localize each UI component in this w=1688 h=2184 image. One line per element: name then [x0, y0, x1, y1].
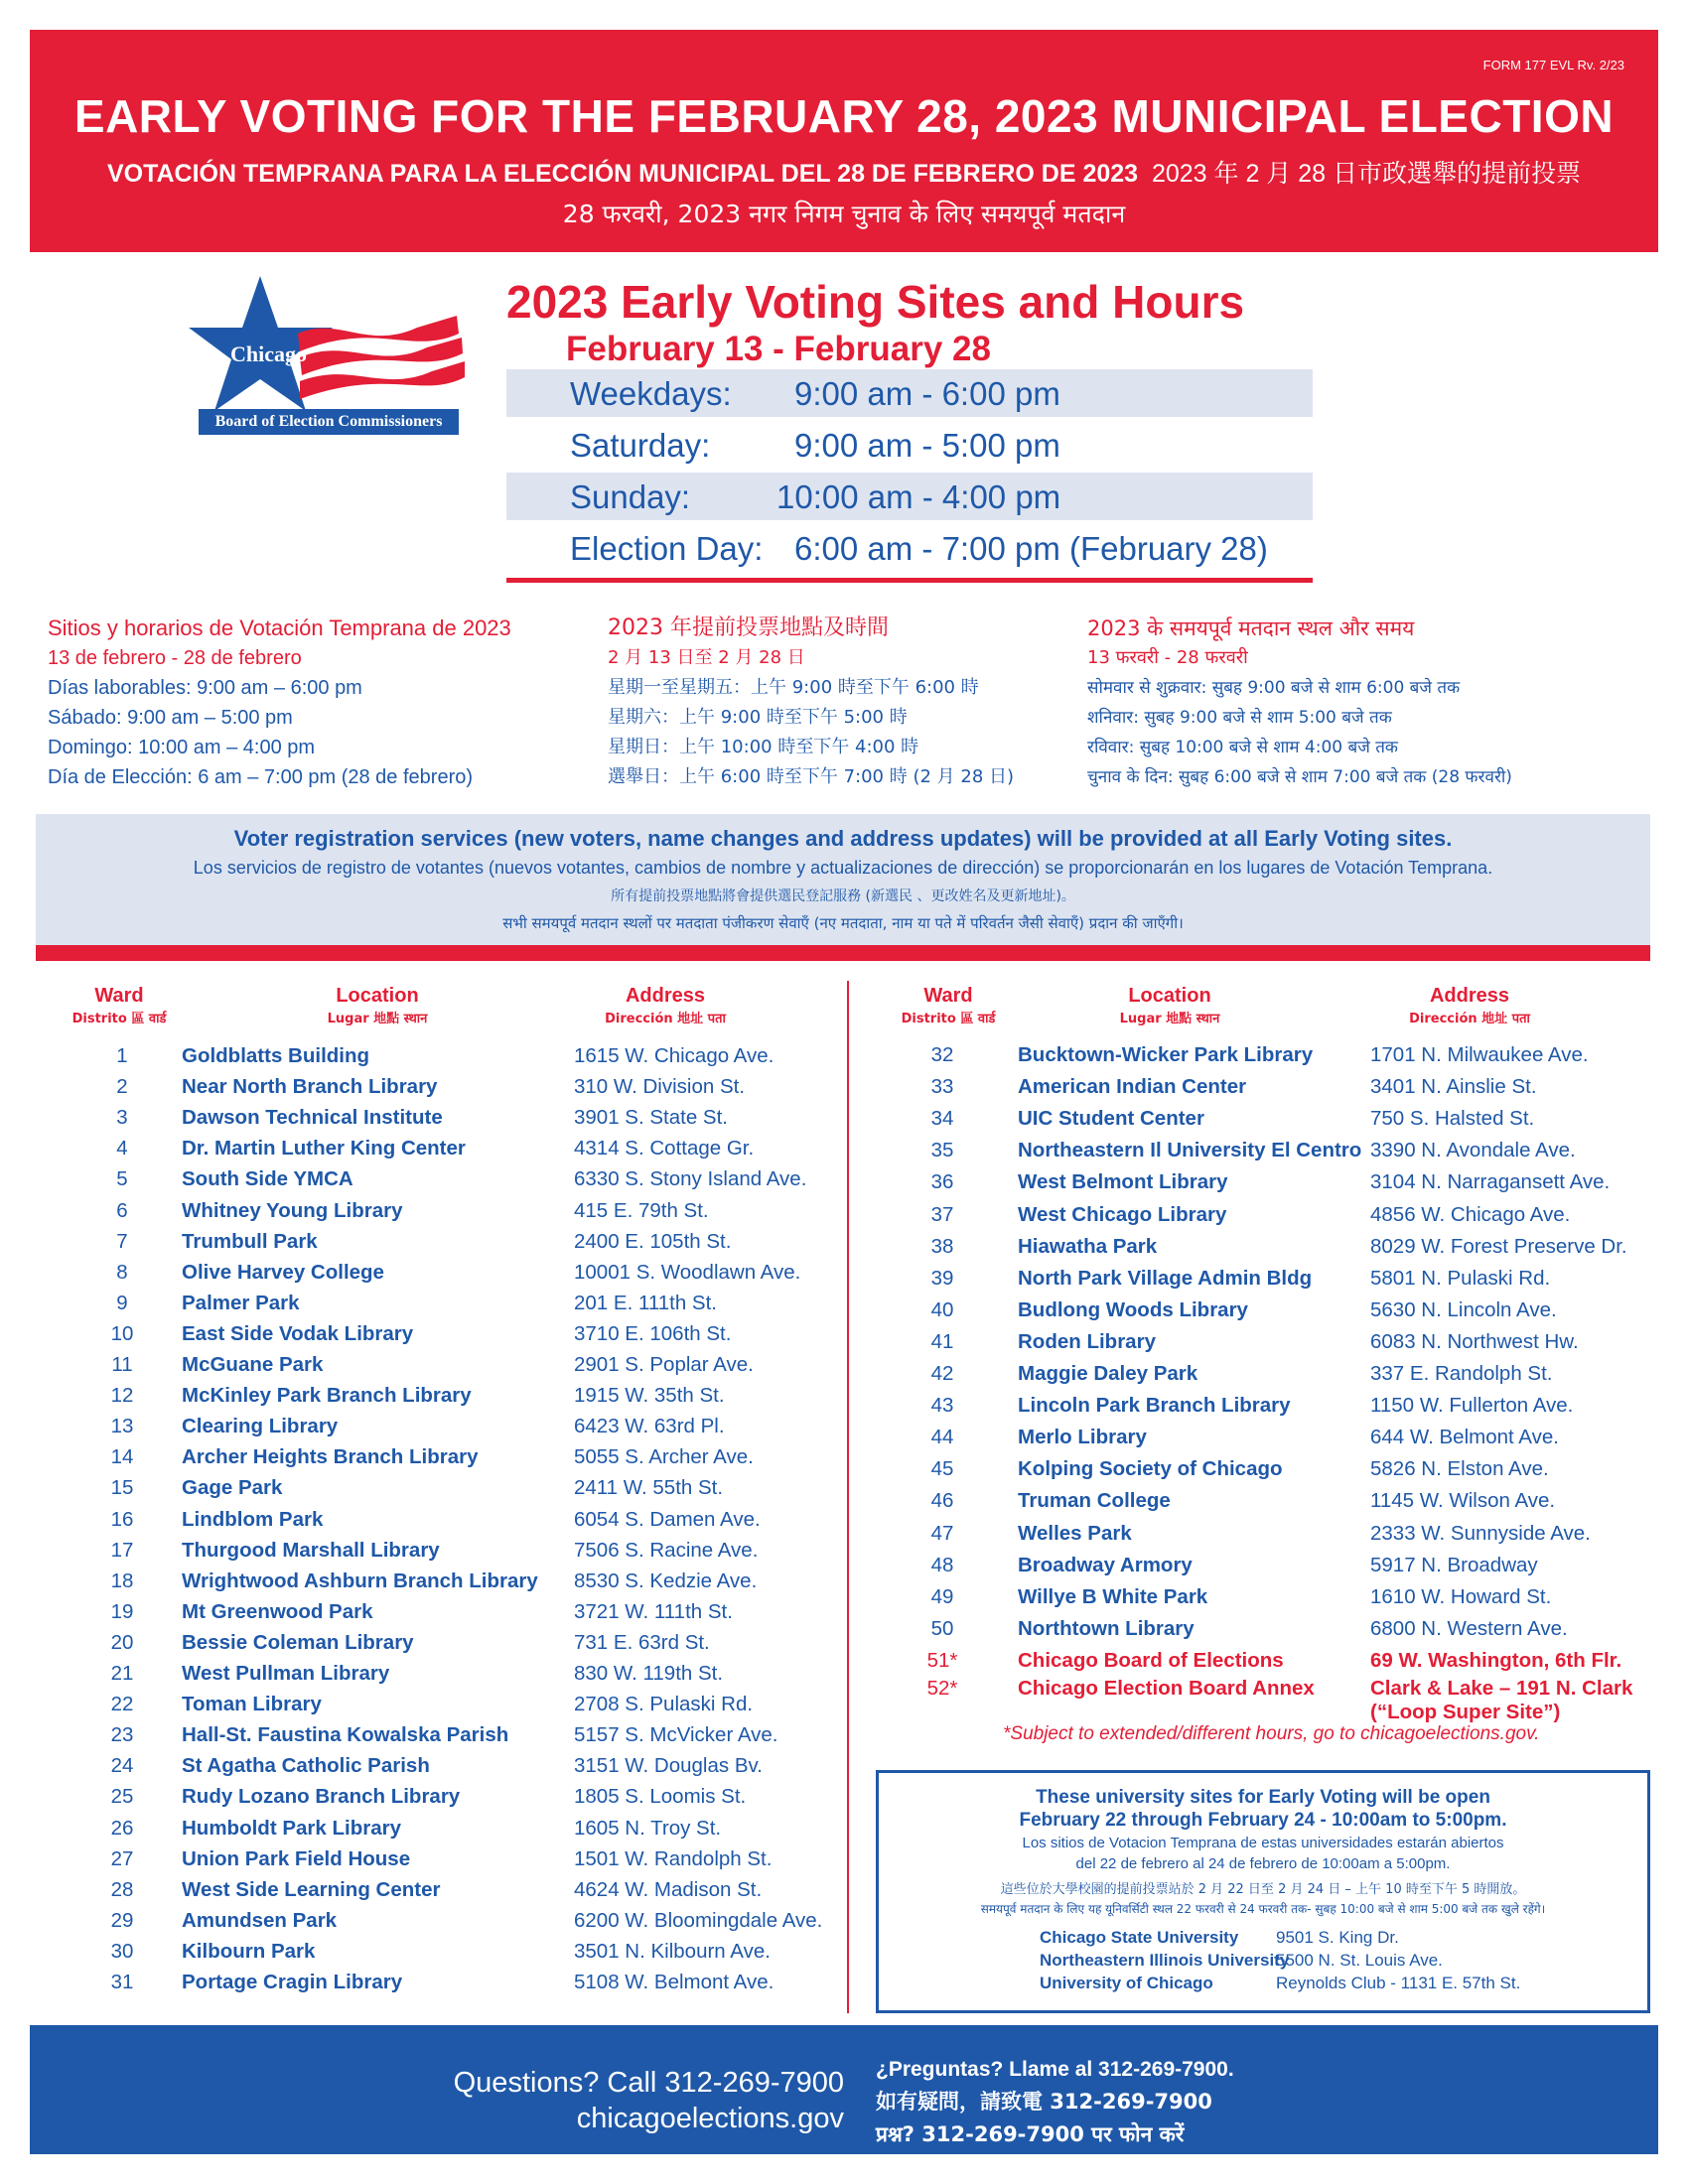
- footnote: *Subject to extended/different hours, go to chicagoelections.gov.: [1003, 1723, 1540, 1744]
- title-spanish-chinese: [30, 154, 1658, 190]
- ward-number: 8: [116, 1260, 128, 1284]
- site-location: Wrightwood Ashburn Branch Library: [182, 1569, 538, 1592]
- hours-es-line: Domingo: 10:00 am – 4:00 pm: [48, 737, 316, 758]
- hours-title: 2023 Early Voting Sites and Hours: [506, 276, 1245, 328]
- site-location: Bucktown-Wicker Park Library: [1018, 1043, 1314, 1066]
- site-location: Kolping Society of Chicago: [1018, 1457, 1283, 1481]
- ward-number: 23: [110, 1723, 134, 1747]
- site-address: 4624 W. Madison St.: [574, 1877, 763, 1901]
- ward-number: 12: [110, 1384, 134, 1408]
- hours-zh-line: 星期六：上午 9:00 時至下午 5:00 時: [608, 707, 908, 728]
- site-address: 3501 N. Kilbourn Ave.: [574, 1939, 771, 1963]
- ward-number: 37: [930, 1202, 954, 1226]
- university-address: Reynolds Club - 1131 E. 57th St.: [1276, 1974, 1521, 1992]
- hours-hi-title: 2023 के समयपूर्व मतदान स्थल और समय: [1087, 616, 1415, 640]
- ward-number: 45: [930, 1457, 954, 1481]
- site-location: Welles Park: [1018, 1521, 1132, 1545]
- site-location: West Pullman Library: [182, 1662, 390, 1685]
- site-location: Chicago Election Board Annex: [1018, 1677, 1315, 1700]
- header-banner: [30, 30, 1658, 252]
- hours-time: 9:00 am - 5:00 pm: [794, 427, 1060, 464]
- col-address-sub: Dirección 地址 पता: [1409, 1012, 1530, 1026]
- ward-number: 35: [930, 1139, 954, 1162]
- footer-chinese: 如有疑問，請致電 312-269-7900: [876, 2090, 1212, 2114]
- ward-number: 50: [930, 1616, 954, 1640]
- hours-zh-line: 選舉日：上午 6:00 時至下午 7:00 時 (2 月 28 日): [608, 766, 1015, 787]
- footer-website-link[interactable]: chicagoelections.gov: [576, 2103, 844, 2134]
- ward-number: 18: [110, 1569, 134, 1592]
- site-address: 5157 S. McVicker Ave.: [574, 1723, 778, 1747]
- site-location: Dawson Technical Institute: [182, 1106, 443, 1130]
- site-address: 201 E. 111th St.: [574, 1291, 717, 1314]
- site-address: 10001 S. Woodlawn Ave.: [574, 1260, 801, 1284]
- site-location: Budlong Woods Library: [1018, 1297, 1248, 1321]
- ward-number: 22: [110, 1693, 134, 1716]
- ward-number: 38: [930, 1234, 954, 1258]
- site-location: Gage Park: [182, 1476, 283, 1500]
- ward-number: 14: [110, 1445, 134, 1469]
- form-id: FORM 177 EVL Rv. 2/23: [1482, 58, 1624, 72]
- hours-spanish: [48, 614, 511, 792]
- university-name: Northeastern Illinois University: [1040, 1951, 1290, 1970]
- ward-number: 28: [110, 1877, 134, 1901]
- site-location: West Side Learning Center: [182, 1877, 441, 1901]
- registration-english: Voter registration services (new voters, name changes and address updates) will be provided at all Early Voting sites.: [233, 826, 1453, 851]
- site-location: Thurgood Marshall Library: [182, 1538, 440, 1562]
- col-head-location-left: [298, 985, 457, 1026]
- col-location-sub: Lugar 地點 स्थान: [1119, 1012, 1220, 1026]
- ward-number: 21: [110, 1662, 134, 1685]
- col-ward-label: Ward: [923, 985, 973, 1007]
- site-address: 3151 W. Douglas Bv.: [574, 1754, 763, 1778]
- site-location: West Chicago Library: [1018, 1202, 1227, 1226]
- col-location-label: Location: [1128, 985, 1211, 1007]
- site-address: 1145 W. Wilson Ave.: [1370, 1489, 1556, 1513]
- site-address: 5630 N. Lincoln Ave.: [1370, 1297, 1557, 1321]
- col-ward-sub: Distrito 區 वार्ड: [901, 1012, 996, 1026]
- col-head-location-right: [1090, 985, 1249, 1026]
- site-location: Goldblatts Building: [182, 1044, 370, 1067]
- university-box: [876, 1770, 1650, 2013]
- site-address: 731 E. 63rd St.: [574, 1630, 710, 1654]
- hours-row-election-day: [506, 524, 1313, 572]
- ward-number: 34: [930, 1107, 954, 1131]
- hours-day: Election Day:: [570, 530, 764, 567]
- ward-number: 16: [110, 1507, 134, 1531]
- site-address: 1615 W. Chicago Ave.: [574, 1044, 774, 1067]
- site-location: Near North Branch Library: [182, 1075, 438, 1099]
- site-location: Amundsen Park: [182, 1908, 338, 1932]
- site-location: South Side YMCA: [182, 1167, 353, 1191]
- ward-number: 2: [116, 1075, 128, 1099]
- site-location: Roden Library: [1018, 1329, 1156, 1353]
- university-line2: February 22 through February 24 - 10:00am to 5:00pm.: [1019, 1810, 1507, 1831]
- col-address-label: Address: [625, 985, 706, 1007]
- site-address: 6054 S. Damen Ave.: [574, 1507, 761, 1531]
- ward-number: 43: [930, 1394, 954, 1418]
- ward-number: 48: [930, 1553, 954, 1576]
- ward-number: 44: [930, 1426, 954, 1449]
- site-address: 1501 W. Randolph St.: [574, 1846, 773, 1870]
- site-location: West Belmont Library: [1018, 1170, 1228, 1194]
- site-address: 6423 W. 63rd Pl.: [574, 1415, 725, 1438]
- col-head-address-right: [1390, 985, 1549, 1026]
- registration-divider: [36, 945, 1650, 961]
- logo-city: Chicago: [230, 341, 307, 366]
- site-address: 5917 N. Broadway: [1370, 1553, 1538, 1576]
- hours-hi-dates: 13 फरवरी - 28 फरवरी: [1087, 647, 1248, 668]
- title-english: EARLY VOTING FOR THE FEBRUARY 28, 2023 MUNICIPAL ELECTION: [73, 90, 1615, 142]
- ward-number: 29: [110, 1908, 134, 1932]
- footer-questions: [454, 2065, 844, 2136]
- site-address: 5801 N. Pulaski Rd.: [1370, 1266, 1551, 1290]
- col-location-sub: Lugar 地點 स्थान: [327, 1012, 428, 1026]
- site-address: 2333 W. Sunnyside Ave.: [1370, 1521, 1591, 1545]
- site-location: Trumbull Park: [182, 1229, 318, 1253]
- site-location: Kilbourn Park: [182, 1939, 316, 1963]
- ward-number: 42: [930, 1362, 954, 1385]
- site-address: 830 W. 119th St.: [574, 1662, 724, 1685]
- ward-number: 40: [930, 1297, 954, 1321]
- col-ward-sub: Distrito 區 वार्ड: [71, 1012, 167, 1026]
- site-address: 5826 N. Elston Ave.: [1370, 1457, 1549, 1481]
- university-hi: समयपूर्व मतदान के लिए यह यूनिवर्सिटी स्थल 22 फरवरी से 24 फरवरी तक- सुबह 10:00 बजे से शाम 5:00 बजे तक खुले रहेंगे।: [980, 1902, 1546, 1916]
- site-location: Mt Greenwood Park: [182, 1599, 373, 1623]
- site-address: 3721 W. 111th St.: [574, 1599, 733, 1623]
- site-location: Palmer Park: [182, 1291, 300, 1314]
- hours-time: 6:00 am - 7:00 pm (February 28): [794, 530, 1268, 567]
- ward-number: 46: [930, 1489, 954, 1513]
- hours-row-weekdays: [506, 369, 1313, 417]
- hours-divider: [506, 578, 1313, 583]
- site-location: Lincoln Park Branch Library: [1018, 1394, 1291, 1418]
- site-location: Rudy Lozano Branch Library: [182, 1785, 461, 1809]
- site-location: McGuane Park: [182, 1353, 324, 1376]
- site-location: Chicago Board of Elections: [1018, 1649, 1284, 1672]
- hours-es-title: Sitios y horarios de Votación Temprana de 2023: [48, 615, 511, 640]
- ward-number: 20: [110, 1630, 134, 1654]
- ward-number: 32: [930, 1043, 954, 1066]
- site-address: 8029 W. Forest Preserve Dr.: [1370, 1234, 1627, 1258]
- site-location: Toman Library: [182, 1693, 322, 1716]
- site-address: 3401 N. Ainslie St.: [1370, 1075, 1537, 1099]
- site-location: Broadway Armory: [1018, 1553, 1193, 1576]
- footer-translations: [876, 2053, 1234, 2151]
- site-address: 6200 W. Bloomingdale Ave.: [574, 1908, 823, 1932]
- footer-spanish: ¿Preguntas? Llame al 312-269-7900.: [876, 2058, 1234, 2081]
- site-address: 8530 S. Kedzie Ave.: [574, 1569, 758, 1592]
- site-address: 7506 S. Racine Ave.: [574, 1538, 759, 1562]
- ward-number: 6: [116, 1198, 128, 1222]
- col-location-label: Location: [336, 985, 419, 1007]
- ward-number: 26: [110, 1816, 134, 1840]
- university-address: 9501 S. King Dr.: [1276, 1928, 1399, 1947]
- ward-number: 7: [116, 1229, 128, 1253]
- logo-org: Board of Election Commissioners: [199, 409, 459, 435]
- column-divider: [847, 981, 849, 2013]
- ward-number: 13: [110, 1415, 134, 1438]
- site-address: 337 E. Randolph St.: [1370, 1362, 1553, 1385]
- university-line1: These university sites for Early Voting will be open: [1036, 1787, 1490, 1808]
- hours-zh-line: 星期日：上午 10:00 時至下午 4:00 時: [608, 737, 919, 757]
- ward-number: 24: [110, 1754, 134, 1778]
- site-location: Northtown Library: [1018, 1616, 1195, 1640]
- hours-hi-line: शनिवार: सुबह 9:00 बजे से शाम 5:00 बजे तक: [1087, 708, 1392, 728]
- ward-number: 49: [930, 1584, 954, 1608]
- site-location: McKinley Park Branch Library: [182, 1384, 472, 1408]
- site-location: St Agatha Catholic Parish: [182, 1754, 430, 1778]
- ward-number: 31: [110, 1971, 134, 1993]
- site-location: Archer Heights Branch Library: [182, 1445, 479, 1469]
- site-address: 6800 N. Western Ave.: [1370, 1616, 1568, 1640]
- hours-zh-title: 2023 年提前投票地點及時間: [608, 615, 889, 640]
- hours-time: 9:00 am - 6:00 pm: [794, 375, 1060, 412]
- hours-time: 10:00 am - 4:00 pm: [776, 478, 1061, 515]
- hours-hi-line: सोमवार से शुक्रवार: सुबह 9:00 बजे से शाम 6:00 बजे तक: [1087, 678, 1461, 698]
- col-address-sub: Dirección 地址 पता: [605, 1012, 726, 1026]
- site-address: 2901 S. Poplar Ave.: [574, 1353, 754, 1376]
- hours-dates: February 13 - February 28: [566, 330, 991, 368]
- site-location: Hall-St. Faustina Kowalska Parish: [182, 1723, 509, 1747]
- site-location: Northeastern Il University El Centro: [1018, 1139, 1362, 1162]
- site-address: 4314 S. Cottage Gr.: [574, 1137, 755, 1160]
- footer: [30, 2025, 1658, 2154]
- hours-chinese: [608, 614, 1014, 792]
- university-zh: 這些位於大學校園的提前投票站於 2 月 22 日至 2 月 24 日 – 上午 10 時至下午 5 時開放。: [1000, 1882, 1526, 1897]
- site-address: 1805 S. Loomis St.: [574, 1785, 747, 1809]
- ward-number: 9: [116, 1291, 128, 1314]
- site-address: 3104 N. Narragansett Ave.: [1370, 1170, 1611, 1194]
- site-address: 310 W. Division St.: [574, 1075, 746, 1099]
- site-address: 2400 E. 105th St.: [574, 1229, 732, 1253]
- site-address: 6330 S. Stony Island Ave.: [574, 1167, 807, 1191]
- col-address-label: Address: [1429, 985, 1510, 1007]
- site-location: Hiawatha Park: [1018, 1234, 1158, 1258]
- university-es1: Los sitios de Votacion Temprana de estas universidades estarán abiertos: [1022, 1835, 1504, 1851]
- ward-number: 10: [110, 1321, 134, 1345]
- hours-zh-dates: 2 月 13 日至 2 月 28 日: [608, 647, 805, 668]
- ward-number: 19: [110, 1599, 134, 1623]
- site-address: 415 E. 79th St.: [574, 1198, 709, 1222]
- hours-es-line: Días laborables: 9:00 am – 6:00 pm: [48, 677, 362, 699]
- registration-hindi: सभी समयपूर्व मतदान स्थलों पर मतदाता पंजीकरण सेवाएँ (नए मतदाता, नाम या पते में परिवर्तन जैसी सेवाएँ) प्रदान की जाएँगी।: [502, 914, 1184, 932]
- ward-number: 15: [110, 1476, 134, 1500]
- site-address: 1150 W. Fullerton Ave.: [1370, 1394, 1574, 1418]
- ward-number: 33: [930, 1075, 954, 1099]
- hours-row-saturday: [506, 421, 1313, 469]
- hours-zh-line: 星期一至星期五：上午 9:00 時至下午 6:00 時: [608, 677, 979, 698]
- university-name: University of Chicago: [1040, 1974, 1213, 1992]
- hours-day: Weekdays:: [570, 375, 732, 412]
- site-location: Maggie Daley Park: [1018, 1362, 1198, 1385]
- hours-hindi: [1087, 614, 1512, 792]
- hours-row-sunday: [506, 473, 1313, 520]
- site-location: Willye B White Park: [1018, 1584, 1208, 1608]
- site-address: 2708 S. Pulaski Rd.: [574, 1693, 754, 1716]
- site-address: Clark & Lake – 191 N. Clark: [1370, 1677, 1633, 1700]
- ward-number: 11: [111, 1353, 133, 1376]
- col-head-address-left: [586, 985, 745, 1026]
- registration-chinese: 所有提前投票地點將會提供選民登記服務 (新選民 、更改姓名及更新地址)。: [611, 888, 1075, 904]
- site-location: Olive Harvey College: [182, 1260, 384, 1284]
- site-address: 750 S. Halsted St.: [1370, 1107, 1535, 1131]
- university-name: Chicago State University: [1040, 1928, 1239, 1947]
- ward-number: 36: [930, 1170, 954, 1194]
- university-es2: del 22 de febrero al 24 de febrero de 10:00am a 5:00pm.: [1075, 1855, 1451, 1872]
- title-spanish: VOTACIÓN TEMPRANA PARA LA ELECCIÓN MUNICIPAL DEL 28 DE FEBRERO DE 2023: [106, 160, 1139, 188]
- hours-day: Sunday:: [570, 478, 691, 515]
- col-ward-label: Ward: [94, 985, 144, 1007]
- site-address: 1701 N. Milwaukee Ave.: [1370, 1043, 1589, 1066]
- site-address-line2: (“Loop Super Site”): [1370, 1701, 1561, 1723]
- ward-number: 41: [930, 1329, 954, 1353]
- chicago-board-logo: [189, 276, 467, 450]
- university-address: 5500 N. St. Louis Ave.: [1276, 1951, 1443, 1970]
- registration-box: [36, 814, 1650, 945]
- ward-number: 1: [116, 1044, 128, 1067]
- site-location: American Indian Center: [1018, 1075, 1247, 1099]
- site-location: Portage Cragin Library: [182, 1971, 403, 1993]
- ward-number: 47: [930, 1521, 954, 1545]
- site-location: Bessie Coleman Library: [182, 1630, 414, 1654]
- hours-es-dates: 13 de febrero - 28 de febrero: [48, 647, 302, 669]
- site-location: Clearing Library: [182, 1415, 339, 1438]
- site-location: East Side Vodak Library: [182, 1321, 414, 1345]
- site-address: 3390 N. Avondale Ave.: [1370, 1139, 1576, 1162]
- ward-number: 3: [116, 1106, 128, 1130]
- col-head-ward-left: [60, 985, 179, 1026]
- title-chinese: 2023 年 2 月 28 日市政選舉的提前投票: [1151, 160, 1582, 188]
- ward-number: 30: [110, 1939, 134, 1963]
- footer-phone: Questions? Call 312-269-7900: [453, 2067, 844, 2099]
- hours-day: Saturday:: [570, 427, 711, 464]
- ward-number: 4: [116, 1137, 128, 1160]
- site-address: 6083 N. Northwest Hw.: [1370, 1329, 1579, 1353]
- site-location: Truman College: [1018, 1489, 1171, 1513]
- ward-number: 51*: [926, 1649, 958, 1672]
- site-location: Whitney Young Library: [182, 1198, 403, 1222]
- ward-number: 39: [930, 1266, 954, 1290]
- site-address: 5055 S. Archer Ave.: [574, 1445, 754, 1469]
- hours-es-line: Día de Elección: 6 am – 7:00 pm (28 de febrero): [48, 766, 474, 788]
- site-location: North Park Village Admin Bldg: [1018, 1266, 1313, 1290]
- site-address: 644 W. Belmont Ave.: [1370, 1426, 1559, 1449]
- ward-number: 27: [110, 1846, 134, 1870]
- ward-number: 5: [116, 1167, 128, 1191]
- hours-es-line: Sábado: 9:00 am – 5:00 pm: [48, 707, 293, 729]
- ward-number: 25: [110, 1785, 134, 1809]
- col-head-ward-right: [889, 985, 1008, 1026]
- hours-hi-line: रविवार: सुबह 10:00 बजे से शाम 4:00 बजे तक: [1087, 738, 1398, 757]
- footer-hindi: प्रश्न? 312-269-7900 पर फोन करें: [876, 2122, 1185, 2146]
- site-address: 3901 S. State St.: [574, 1106, 728, 1130]
- site-address: 4856 W. Chicago Ave.: [1370, 1202, 1571, 1226]
- ward-number: 52*: [926, 1677, 958, 1700]
- hours-hi-line: चुनाव के दिन: सुबह 6:00 बजे से शाम 7:00 बजे तक (28 फरवरी): [1087, 767, 1512, 787]
- site-address: 1605 N. Troy St.: [574, 1816, 722, 1840]
- site-location: Humboldt Park Library: [182, 1816, 401, 1840]
- site-address: 2411 W. 55th St.: [574, 1476, 724, 1500]
- site-address: 3710 E. 106th St.: [574, 1321, 732, 1345]
- site-location: UIC Student Center: [1018, 1107, 1204, 1131]
- site-location: Union Park Field House: [182, 1846, 411, 1870]
- site-address: 69 W. Washington, 6th Flr.: [1370, 1649, 1622, 1672]
- registration-spanish: Los servicios de registro de votantes (nuevos votantes, cambios de nombre y actualizaciones de dirección) se proporcionarán en los lugares de Votación Temprana.: [193, 858, 1493, 878]
- site-location: Merlo Library: [1018, 1426, 1147, 1449]
- title-hindi: 28 फरवरी, 2023 नगर निगम चुनाव के लिए समयपूर्व मतदान: [562, 200, 1126, 228]
- ward-number: 17: [110, 1538, 134, 1562]
- site-address: 1610 W. Howard St.: [1370, 1584, 1552, 1608]
- site-address: 5108 W. Belmont Ave.: [574, 1971, 774, 1993]
- site-location: Dr. Martin Luther King Center: [182, 1137, 466, 1160]
- site-address: 1915 W. 35th St.: [574, 1384, 725, 1408]
- site-location: Lindblom Park: [182, 1507, 324, 1531]
